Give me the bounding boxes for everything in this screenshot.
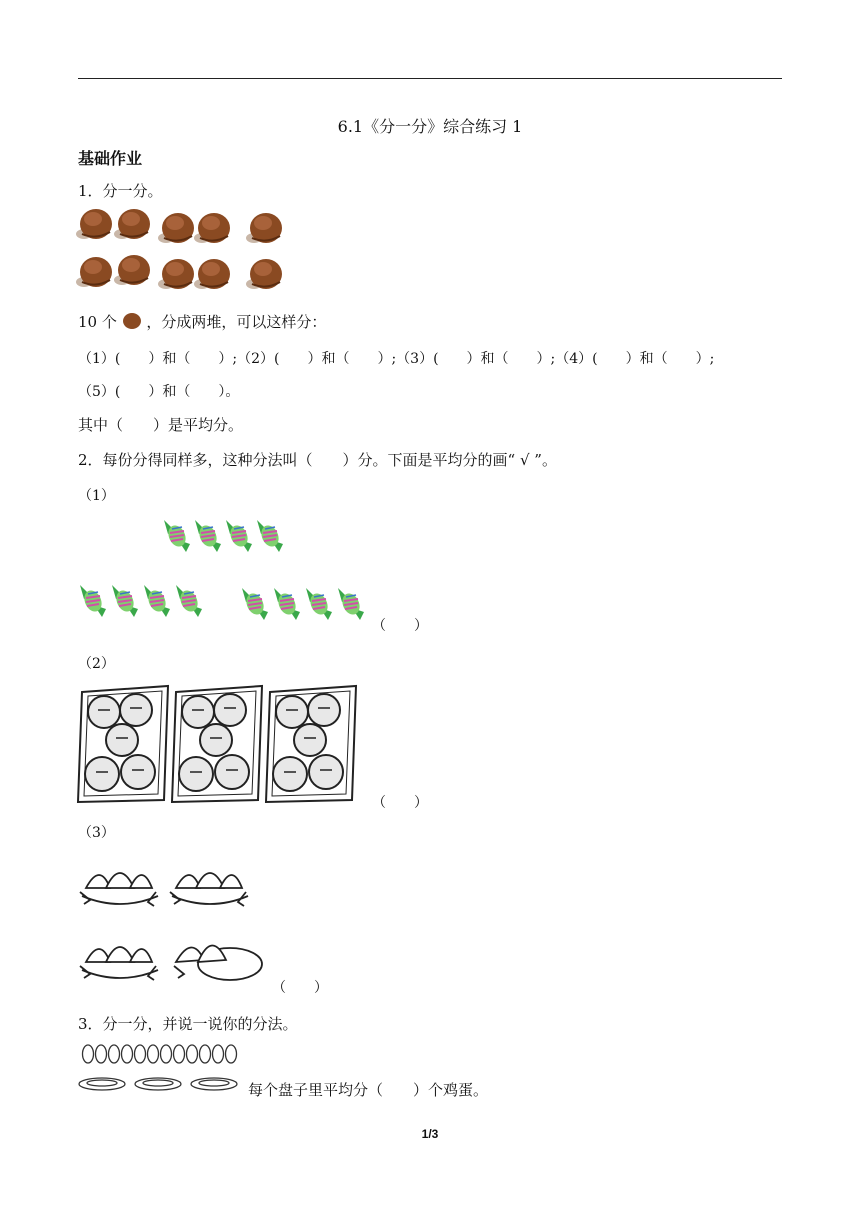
egg-icon — [226, 1045, 237, 1063]
q1-line-a — [78, 311, 326, 332]
q1-line-a-after: ，分成两堆，可以这样分： — [146, 313, 327, 331]
egg-icon — [161, 1045, 172, 1063]
candy-icon — [144, 585, 170, 617]
candy-icon — [338, 588, 364, 620]
candy-icon — [112, 585, 138, 617]
q2-part2-blank[interactable]: （ ） — [372, 795, 428, 811]
mushroom-icon — [246, 213, 282, 243]
mushroom-group — [76, 206, 296, 296]
q2-part1-blank[interactable]: （ ） — [372, 618, 428, 634]
q2-part3-label: （3） — [78, 825, 115, 841]
q2-part2-label: （2） — [78, 656, 115, 672]
tomato-tray-icon — [172, 686, 262, 802]
candy-icon — [80, 585, 106, 617]
mushroom-icon — [76, 209, 112, 239]
peach-plate-icon — [80, 873, 158, 906]
eggs-row — [82, 1043, 252, 1065]
egg-icon — [187, 1045, 198, 1063]
q3-text: 每个盘子里平均分（ ）个鸡蛋。 — [248, 1081, 489, 1099]
peach-plates — [80, 852, 280, 992]
egg-icon — [174, 1045, 185, 1063]
plate-icon — [135, 1078, 181, 1090]
plates-row — [78, 1075, 243, 1097]
egg-icon — [135, 1045, 146, 1063]
egg-icon — [213, 1045, 224, 1063]
mushroom-icon — [76, 257, 112, 287]
q3-prompt: 3．分一分，并说一说你的分法。 — [78, 1015, 298, 1033]
page-number: 1/3 — [421, 1127, 439, 1141]
tomato-tray-icon — [266, 686, 356, 802]
egg-icon — [148, 1045, 159, 1063]
q1-line-a-before: 10 个 — [78, 313, 117, 331]
mushroom-icon — [114, 209, 150, 239]
candy-icon — [257, 520, 283, 552]
candy-icon — [176, 585, 202, 617]
q1-line-c: （5）( ）和（ ）。 — [78, 384, 240, 400]
q2-part3-blank[interactable]: （ ） — [272, 980, 328, 996]
egg-icon — [96, 1045, 107, 1063]
candy-icon — [164, 520, 190, 552]
header-rule — [78, 78, 782, 79]
q1-line-b: （1）( ）和（ ）;（2）( ）和（ ）;（3）( ）和（ ）;（4）( ）和（ ）; — [78, 351, 715, 367]
candy-group — [76, 515, 376, 635]
q1-prompt: 1．分一分。 — [78, 182, 163, 200]
page-title: 6.1《分一分》综合练习 1 — [337, 117, 523, 136]
candy-icon — [195, 520, 221, 552]
candy-icon — [274, 588, 300, 620]
mushroom-icon — [158, 259, 194, 289]
candy-icon — [242, 588, 268, 620]
egg-icon — [200, 1045, 211, 1063]
egg-icon — [122, 1045, 133, 1063]
mushroom-icon — [194, 213, 230, 243]
egg-icon — [109, 1045, 120, 1063]
peach-plate-icon — [174, 945, 262, 980]
mushroom-icon — [194, 259, 230, 289]
mushroom-icon — [158, 213, 194, 243]
q1-line-d: 其中（ ）是平均分。 — [78, 416, 244, 434]
mushroom-icon — [122, 312, 142, 330]
egg-icon — [83, 1045, 94, 1063]
section-heading: 基础作业 — [78, 149, 143, 168]
peach-plate-icon — [80, 947, 158, 980]
peach-plate-icon — [170, 873, 248, 906]
plate-icon — [79, 1078, 125, 1090]
mushroom-icon — [246, 259, 282, 289]
candy-icon — [226, 520, 252, 552]
candy-icon — [306, 588, 332, 620]
tomato-tray-icon — [78, 686, 168, 802]
tomato-trays — [78, 682, 368, 807]
q2-part1-label: （1） — [78, 488, 115, 504]
mushroom-icon — [114, 255, 150, 285]
plate-icon — [191, 1078, 237, 1090]
q2-prompt: 2．每份分得同样多，这种分法叫（ ）分。下面是平均分的画“ √ ”。 — [78, 451, 557, 469]
